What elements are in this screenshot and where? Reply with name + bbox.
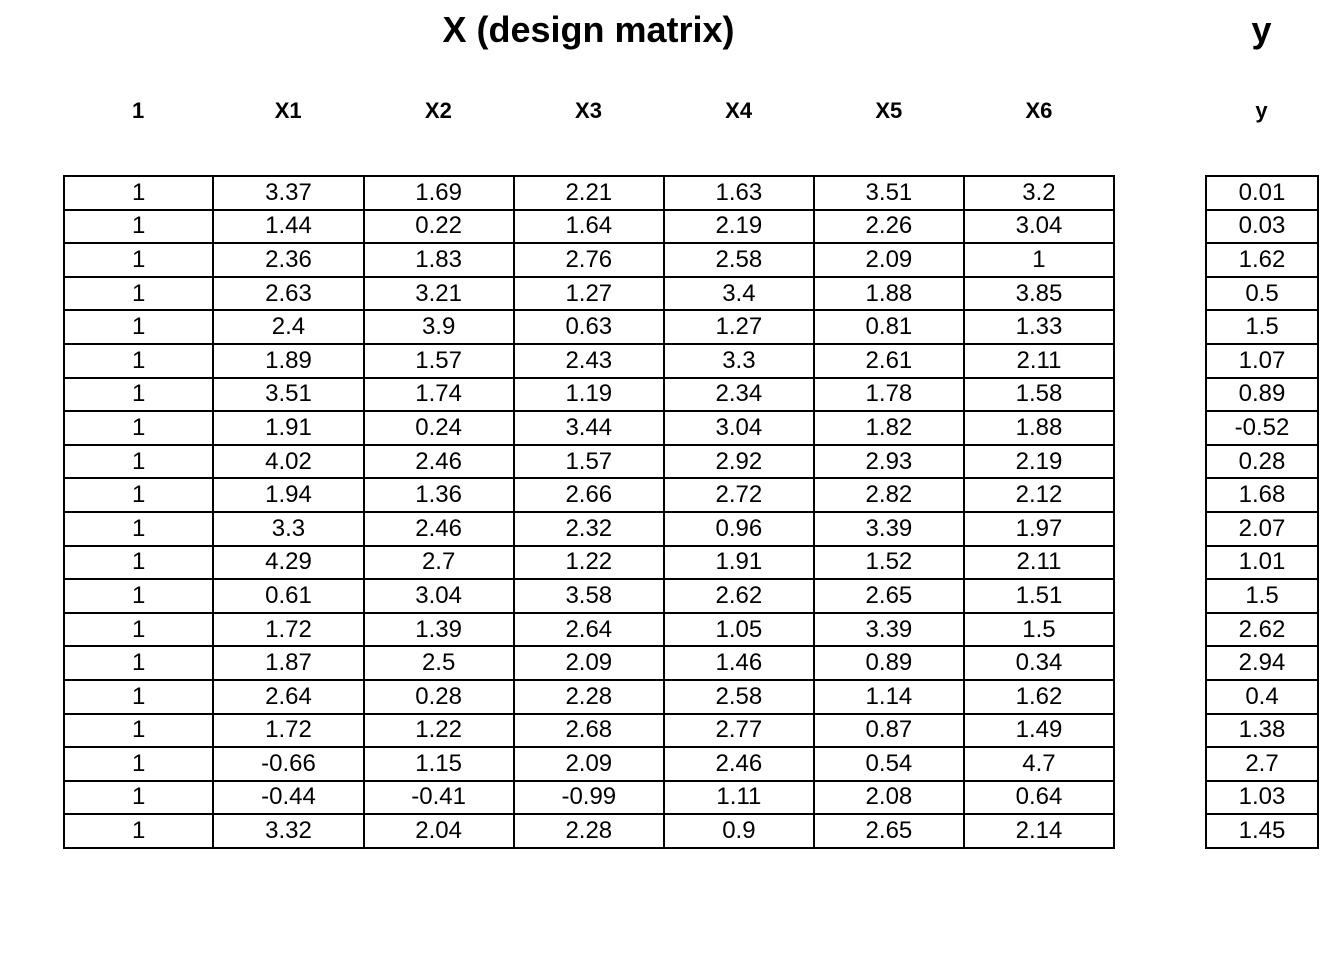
y-cell: -0.52 — [1206, 411, 1318, 445]
matrix-cell: 0.87 — [814, 714, 964, 748]
matrix-cell: 1.89 — [213, 344, 363, 378]
matrix-cell: 1.63 — [664, 176, 814, 210]
y-cell: 2.7 — [1206, 747, 1318, 781]
matrix-cell: 2.12 — [964, 478, 1114, 512]
matrix-cell: 1.05 — [664, 613, 814, 647]
matrix-cell: 2.62 — [664, 579, 814, 613]
matrix-cell: -0.44 — [213, 781, 363, 815]
table-row — [64, 579, 1114, 613]
matrix-cell: 0.24 — [364, 411, 514, 445]
matrix-cell: 1.91 — [664, 546, 814, 580]
y-cell: 0.4 — [1206, 680, 1318, 714]
table-row — [64, 176, 1114, 210]
matrix-cell: 2.63 — [213, 277, 363, 311]
matrix-cell: 1.33 — [964, 310, 1114, 344]
table-row — [64, 546, 1114, 580]
matrix-cell: 3.58 — [514, 579, 664, 613]
matrix-cell: 2.82 — [814, 478, 964, 512]
matrix-cell: 2.77 — [664, 714, 814, 748]
table-row — [1206, 210, 1318, 244]
matrix-cell: 1 — [64, 478, 213, 512]
matrix-cell: 2.64 — [213, 680, 363, 714]
column-header-1: 1 — [131, 98, 145, 123]
matrix-cell: 2.4 — [213, 310, 363, 344]
y-cell: 1.38 — [1206, 714, 1318, 748]
matrix-cell: 1.11 — [664, 781, 814, 815]
column-header-x4: X4 — [725, 98, 753, 123]
matrix-cell: 1.52 — [814, 546, 964, 580]
matrix-cell: 1 — [64, 310, 213, 344]
column-header-x2: X2 — [424, 98, 452, 123]
matrix-cell: 1 — [64, 243, 213, 277]
matrix-cell: 1.94 — [213, 478, 363, 512]
matrix-cell: 3.9 — [364, 310, 514, 344]
table-row — [1206, 680, 1318, 714]
matrix-cell: 1.51 — [964, 579, 1114, 613]
matrix-cell: 1.22 — [364, 714, 514, 748]
table-row — [1206, 781, 1318, 815]
matrix-cell: 1.91 — [213, 411, 363, 445]
table-row — [1206, 646, 1318, 680]
matrix-cell: 0.28 — [364, 680, 514, 714]
table-row — [64, 781, 1114, 815]
matrix-cell: 3.4 — [664, 277, 814, 311]
matrix-cell: 2.11 — [964, 344, 1114, 378]
matrix-cell: 1.14 — [814, 680, 964, 714]
matrix-cell: 2.72 — [664, 478, 814, 512]
matrix-cell: 2.92 — [664, 445, 814, 479]
matrix-cell: 1 — [64, 277, 213, 311]
table-row — [64, 613, 1114, 647]
matrix-cell: 2.7 — [364, 546, 514, 580]
matrix-cell: 2.09 — [514, 747, 664, 781]
matrix-cell: 3.39 — [814, 613, 964, 647]
matrix-cell: 4.7 — [964, 747, 1114, 781]
table-row — [1206, 344, 1318, 378]
matrix-cell: 1.82 — [814, 411, 964, 445]
matrix-cell: 1 — [64, 814, 213, 848]
matrix-cell: 1.57 — [364, 344, 514, 378]
matrix-cell: 2.09 — [814, 243, 964, 277]
table-row — [1206, 579, 1318, 613]
table-row — [64, 714, 1114, 748]
table-row — [64, 344, 1114, 378]
y-cell: 1.01 — [1206, 546, 1318, 580]
y-cell: 1.45 — [1206, 814, 1318, 848]
matrix-cell: 2.58 — [664, 243, 814, 277]
table-row — [1206, 512, 1318, 546]
y-cell: 0.03 — [1206, 210, 1318, 244]
matrix-cell: 1 — [64, 646, 213, 680]
matrix-cell: 0.22 — [364, 210, 514, 244]
y-cell: 0.5 — [1206, 277, 1318, 311]
matrix-cell: 1.22 — [514, 546, 664, 580]
matrix-cell: 2.93 — [814, 445, 964, 479]
matrix-cell: 1.27 — [514, 277, 664, 311]
matrix-cell: 2.11 — [964, 546, 1114, 580]
matrix-cell: 0.63 — [514, 310, 664, 344]
response-vector-table — [1205, 175, 1319, 849]
table-row — [1206, 277, 1318, 311]
table-row — [64, 646, 1114, 680]
matrix-cell: 3.21 — [364, 277, 514, 311]
matrix-cell: 2.28 — [514, 814, 664, 848]
matrix-cell: 1.27 — [664, 310, 814, 344]
matrix-cell: 2.28 — [514, 680, 664, 714]
table-row — [1206, 814, 1318, 848]
matrix-cell: 1 — [64, 210, 213, 244]
table-row — [64, 411, 1114, 445]
matrix-cell: 2.76 — [514, 243, 664, 277]
matrix-cell: 1 — [64, 680, 213, 714]
matrix-cell: 2.08 — [814, 781, 964, 815]
table-row — [1206, 243, 1318, 277]
table-row — [1206, 747, 1318, 781]
matrix-cell: 1.97 — [964, 512, 1114, 546]
matrix-cell: 1.44 — [213, 210, 363, 244]
matrix-cell: 1.39 — [364, 613, 514, 647]
matrix-cell: 1.58 — [964, 378, 1114, 412]
matrix-cell: 3.3 — [213, 512, 363, 546]
matrix-cell: 1 — [64, 411, 213, 445]
matrix-cell: -0.99 — [514, 781, 664, 815]
matrix-cell: 1.36 — [364, 478, 514, 512]
matrix-cell: 3.39 — [814, 512, 964, 546]
matrix-cell: 1.46 — [664, 646, 814, 680]
matrix-cell: 1.69 — [364, 176, 514, 210]
matrix-cell: 1.72 — [213, 613, 363, 647]
design-matrix-title: X (design matrix) — [442, 9, 735, 50]
matrix-cell: 1.62 — [964, 680, 1114, 714]
column-header-x5: X5 — [875, 98, 903, 123]
column-header-y: y — [1255, 98, 1268, 123]
matrix-cell: 4.29 — [213, 546, 363, 580]
response-vector-header-row — [1205, 98, 1318, 124]
matrix-cell: 2.34 — [664, 378, 814, 412]
matrix-cell: 2.46 — [364, 512, 514, 546]
matrix-cell: 3.32 — [213, 814, 363, 848]
matrix-cell: 3.85 — [964, 277, 1114, 311]
matrix-cell: 2.21 — [514, 176, 664, 210]
table-row — [1206, 176, 1318, 210]
matrix-cell: 2.19 — [964, 445, 1114, 479]
y-cell: 1.5 — [1206, 310, 1318, 344]
matrix-cell: 1.74 — [364, 378, 514, 412]
response-vector-title: y — [1251, 9, 1272, 50]
matrix-cell: 3.51 — [213, 378, 363, 412]
matrix-cell: 1 — [64, 176, 213, 210]
table-row — [1206, 411, 1318, 445]
table-row — [1206, 613, 1318, 647]
table-row — [64, 814, 1114, 848]
matrix-cell: 2.5 — [364, 646, 514, 680]
y-cell: 1.5 — [1206, 579, 1318, 613]
y-cell: 0.01 — [1206, 176, 1318, 210]
matrix-cell: 1.78 — [814, 378, 964, 412]
matrix-cell: 2.46 — [664, 747, 814, 781]
matrix-cell: 3.04 — [964, 210, 1114, 244]
table-row — [1206, 546, 1318, 580]
matrix-cell: 3.04 — [364, 579, 514, 613]
y-cell: 1.62 — [1206, 243, 1318, 277]
table-row — [64, 277, 1114, 311]
matrix-cell: 3.37 — [213, 176, 363, 210]
matrix-cell: -0.66 — [213, 747, 363, 781]
matrix-cell: 1.72 — [213, 714, 363, 748]
matrix-cell: 2.61 — [814, 344, 964, 378]
y-cell: 2.62 — [1206, 613, 1318, 647]
matrix-cell: 0.81 — [814, 310, 964, 344]
matrix-cell: 1.88 — [964, 411, 1114, 445]
matrix-cell: 0.61 — [213, 579, 363, 613]
table-row — [1206, 378, 1318, 412]
table-row — [64, 747, 1114, 781]
matrix-cell: 1 — [64, 546, 213, 580]
table-row — [1206, 714, 1318, 748]
matrix-cell: 2.14 — [964, 814, 1114, 848]
table-row — [64, 445, 1114, 479]
matrix-cell: 2.09 — [514, 646, 664, 680]
matrix-cell: 1 — [64, 344, 213, 378]
matrix-cell: -0.41 — [364, 781, 514, 815]
table-row — [64, 512, 1114, 546]
y-cell: 2.94 — [1206, 646, 1318, 680]
matrix-cell: 2.32 — [514, 512, 664, 546]
matrix-cell: 1.15 — [364, 747, 514, 781]
matrix-cell: 3.2 — [964, 176, 1114, 210]
y-cell: 1.68 — [1206, 478, 1318, 512]
table-row — [64, 680, 1114, 714]
matrix-cell: 4.02 — [213, 445, 363, 479]
matrix-cell: 2.26 — [814, 210, 964, 244]
matrix-cell: 2.43 — [514, 344, 664, 378]
matrix-cell: 0.96 — [664, 512, 814, 546]
matrix-cell: 1 — [64, 512, 213, 546]
table-row — [64, 310, 1114, 344]
matrix-cell: 3.51 — [814, 176, 964, 210]
table-row — [1206, 478, 1318, 512]
matrix-cell: 0.9 — [664, 814, 814, 848]
matrix-cell: 0.34 — [964, 646, 1114, 680]
matrix-cell: 0.54 — [814, 747, 964, 781]
y-cell: 2.07 — [1206, 512, 1318, 546]
column-header-x3: X3 — [575, 98, 602, 123]
matrix-cell: 1 — [64, 579, 213, 613]
matrix-cell: 1.64 — [514, 210, 664, 244]
matrix-cell: 2.19 — [664, 210, 814, 244]
table-row — [64, 210, 1114, 244]
matrix-cell: 1.83 — [364, 243, 514, 277]
matrix-cell: 1.49 — [964, 714, 1114, 748]
table-row — [64, 478, 1114, 512]
matrix-cell: 2.65 — [814, 814, 964, 848]
matrix-cell: 1 — [964, 243, 1114, 277]
matrix-cell: 1.87 — [213, 646, 363, 680]
matrix-cell: 1 — [64, 378, 213, 412]
matrix-cell: 1 — [64, 747, 213, 781]
matrix-cell: 1 — [64, 445, 213, 479]
matrix-cell: 2.58 — [664, 680, 814, 714]
table-row — [1206, 310, 1318, 344]
matrix-cell: 1 — [64, 613, 213, 647]
matrix-cell: 0.64 — [964, 781, 1114, 815]
matrix-cell: 2.66 — [514, 478, 664, 512]
y-cell: 0.89 — [1206, 378, 1318, 412]
matrix-cell: 3.3 — [664, 344, 814, 378]
column-header-x6: X6 — [1025, 98, 1053, 123]
matrix-cell: 1.88 — [814, 277, 964, 311]
matrix-cell: 1 — [64, 714, 213, 748]
matrix-cell: 1.5 — [964, 613, 1114, 647]
design-matrix-table — [63, 175, 1115, 849]
y-cell: 0.28 — [1206, 445, 1318, 479]
matrix-cell: 0.89 — [814, 646, 964, 680]
column-header-x1: X1 — [274, 98, 302, 123]
y-cell: 1.03 — [1206, 781, 1318, 815]
matrix-cell: 1.57 — [514, 445, 664, 479]
table-row — [64, 243, 1114, 277]
table-row — [1206, 445, 1318, 479]
matrix-cell: 3.44 — [514, 411, 664, 445]
matrix-cell: 1 — [64, 781, 213, 815]
matrix-cell: 2.68 — [514, 714, 664, 748]
matrix-cell: 2.04 — [364, 814, 514, 848]
matrix-cell: 3.04 — [664, 411, 814, 445]
matrix-cell: 1.19 — [514, 378, 664, 412]
y-cell: 1.07 — [1206, 344, 1318, 378]
matrix-cell: 2.36 — [213, 243, 363, 277]
matrix-cell: 2.65 — [814, 579, 964, 613]
design-matrix-header-row — [63, 98, 1114, 124]
matrix-cell: 2.64 — [514, 613, 664, 647]
table-row — [64, 378, 1114, 412]
matrix-cell: 2.46 — [364, 445, 514, 479]
